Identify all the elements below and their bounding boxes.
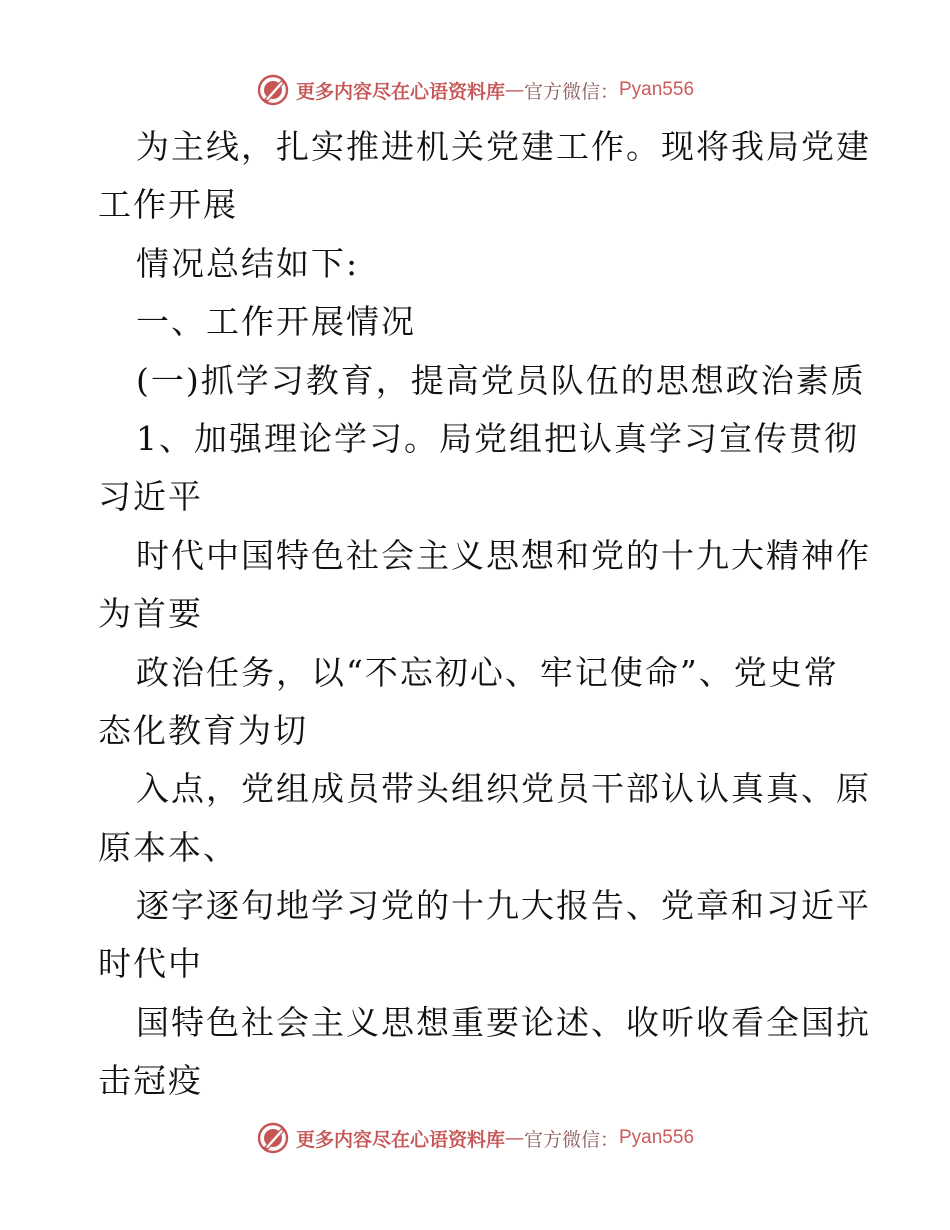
- paragraph-line: 击冠疫: [98, 1061, 203, 1101]
- paragraph-line: 为首要: [98, 594, 203, 634]
- paragraph-line: 态化教育为切: [98, 710, 308, 750]
- banner-dash: —: [504, 1127, 524, 1149]
- banner-wechat-id: Pyan556: [619, 1127, 695, 1148]
- pen-circle-logo-icon: [256, 73, 290, 107]
- banner-title: 更多内容尽在心语资料库: [295, 1128, 505, 1151]
- banner-wechat-label: 官方微信：: [523, 80, 619, 103]
- subsection-heading: (一)抓学习教育，提高党员队伍的思想政治素质: [136, 360, 866, 400]
- paragraph-line: 原本本、: [98, 827, 238, 867]
- header-watermark-banner: [0, 70, 950, 110]
- banner-title: 更多内容尽在心语资料库: [295, 80, 505, 103]
- banner-wechat-id: Pyan556: [619, 79, 695, 100]
- paragraph-line: 1、加强理论学习。局党组把认真学习宣传贯彻: [136, 418, 859, 458]
- paragraph-line: 入点，党组成员带头组织党员干部认认真真、原: [136, 769, 871, 809]
- paragraph-line: 为主线，扎实推进机关党建工作。现将我局党建: [136, 127, 871, 166]
- paragraph-line: 工作开展: [98, 185, 238, 225]
- banner-dash: —: [504, 79, 524, 101]
- paragraph-line: 习近平: [98, 477, 203, 517]
- paragraph-line: 国特色社会主义思想重要论述、收听收看全国抗: [136, 1002, 871, 1042]
- document-body: [98, 118, 878, 1111]
- paragraph-line: 政治任务，以“不忘初心、牢记使命”、党史常: [136, 652, 839, 692]
- paragraph-line: 情况总结如下:: [136, 243, 360, 283]
- footer-watermark-banner: [0, 1118, 950, 1158]
- paragraph-line: 时代中: [98, 944, 203, 984]
- paragraph-line: 时代中国特色社会主义思想和党的十九大精神作: [136, 535, 871, 575]
- banner-wechat-label: 官方微信：: [523, 1128, 619, 1151]
- pen-circle-logo-icon: [256, 1121, 290, 1155]
- paragraph-line: 逐字逐句地学习党的十九大报告、党章和习近平: [136, 886, 871, 926]
- section-heading: 一、工作开展情况: [136, 302, 416, 342]
